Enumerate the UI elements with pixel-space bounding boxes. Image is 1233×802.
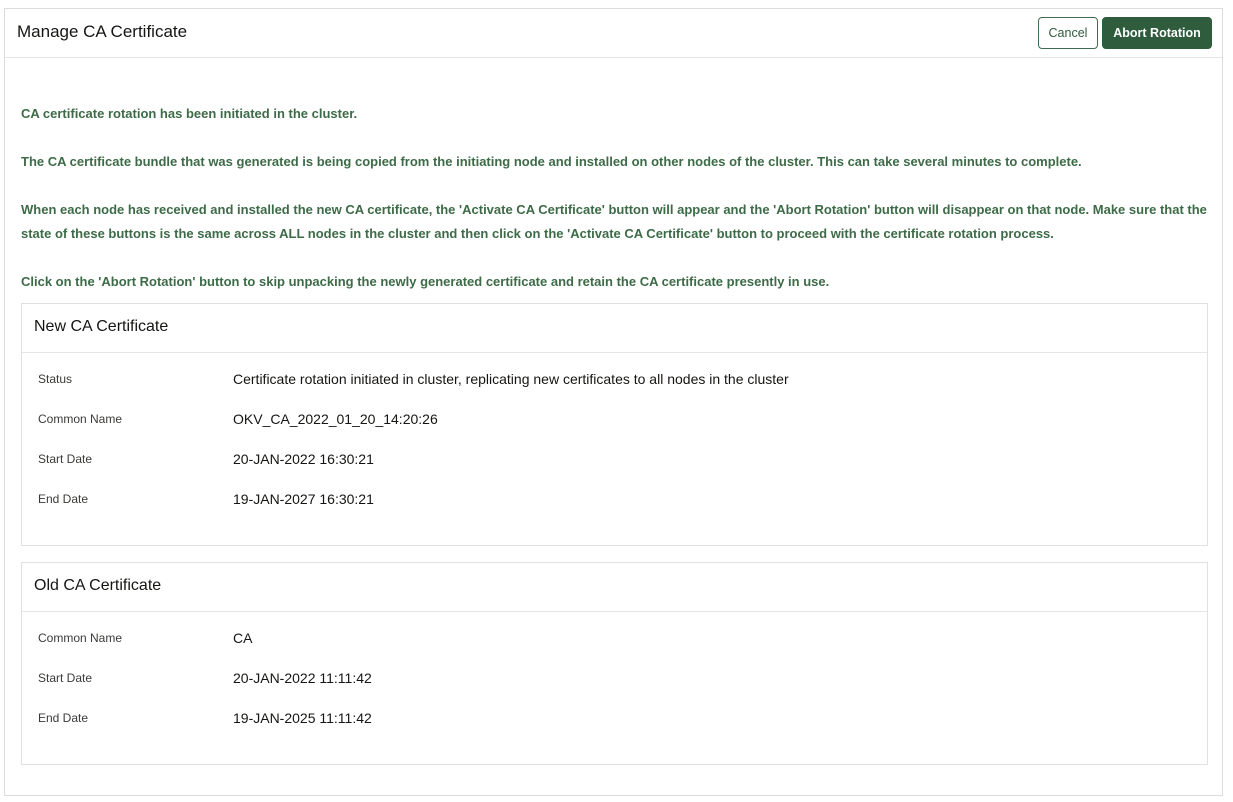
page-title: Manage CA Certificate: [17, 22, 188, 41]
detail-row-status: [22, 368, 1207, 408]
cancel-button[interactable]: Cancel: [1038, 17, 1098, 49]
detail-label: Start Date: [38, 671, 93, 685]
abort-rotation-button[interactable]: Abort Rotation: [1102, 17, 1212, 49]
new-ca-certificate-header: [22, 304, 1207, 353]
info-line-copying: The CA certificate bundle that was generated is being copied from the initiating node and installed on other nodes of the cluster. This can take several minutes to complete.: [21, 154, 1082, 169]
detail-value: 20-JAN-2022 11:11:42: [233, 670, 372, 686]
old-ca-certificate-title: Old CA Certificate: [34, 577, 162, 594]
detail-row-common-name: [22, 408, 1207, 448]
old-ca-certificate-details: [22, 627, 1207, 747]
detail-label: Common Name: [38, 412, 123, 426]
detail-value: CA: [233, 630, 253, 646]
page-header: [5, 9, 1222, 58]
detail-value: Certificate rotation initiated in cluster, replicating new certificates to all nodes in the cluster: [233, 371, 789, 387]
new-ca-certificate-details: [22, 368, 1207, 528]
detail-label: End Date: [38, 711, 89, 725]
manage-ca-certificate-page: [4, 8, 1223, 796]
detail-row-end-date: [22, 488, 1207, 528]
info-line-activate: [21, 198, 1211, 246]
rotation-info-message: [21, 102, 1211, 294]
detail-row-common-name: [22, 627, 1207, 667]
info-line-initiated: CA certificate rotation has been initiated in the cluster.: [21, 106, 358, 121]
detail-label: Start Date: [38, 452, 93, 466]
detail-value: 19-JAN-2027 16:30:21: [233, 491, 374, 507]
detail-row-start-date: [22, 448, 1207, 488]
old-ca-certificate-panel: [21, 562, 1208, 765]
detail-label: Status: [38, 372, 73, 386]
detail-label: Common Name: [38, 631, 123, 645]
info-line-activate-part2: state of these buttons is the same across ALL nodes in the cluster and then click on the 'Activate CA Certificate' button to proceed with the certificate rotation process.: [21, 226, 1054, 241]
info-line-activate-part1: When each node has received and installed the new CA certificate, the 'Activate CA Certificate' button will appear and the 'Abort Rotation' button will disappear on that node. Make sure that the: [21, 202, 1207, 217]
detail-row-end-date: [22, 707, 1207, 747]
old-ca-certificate-header: [22, 563, 1207, 612]
detail-label: End Date: [38, 492, 89, 506]
new-ca-certificate-panel: [21, 303, 1208, 546]
detail-value: OKV_CA_2022_01_20_14:20:26: [233, 411, 438, 427]
detail-row-start-date: [22, 667, 1207, 707]
info-line-abort: Click on the 'Abort Rotation' button to skip unpacking the newly generated certificate and retain the CA certificate presently in use.: [21, 274, 830, 289]
detail-value: 19-JAN-2025 11:11:42: [233, 710, 372, 726]
new-ca-certificate-title: New CA Certificate: [34, 318, 169, 335]
detail-value: 20-JAN-2022 16:30:21: [233, 451, 374, 467]
